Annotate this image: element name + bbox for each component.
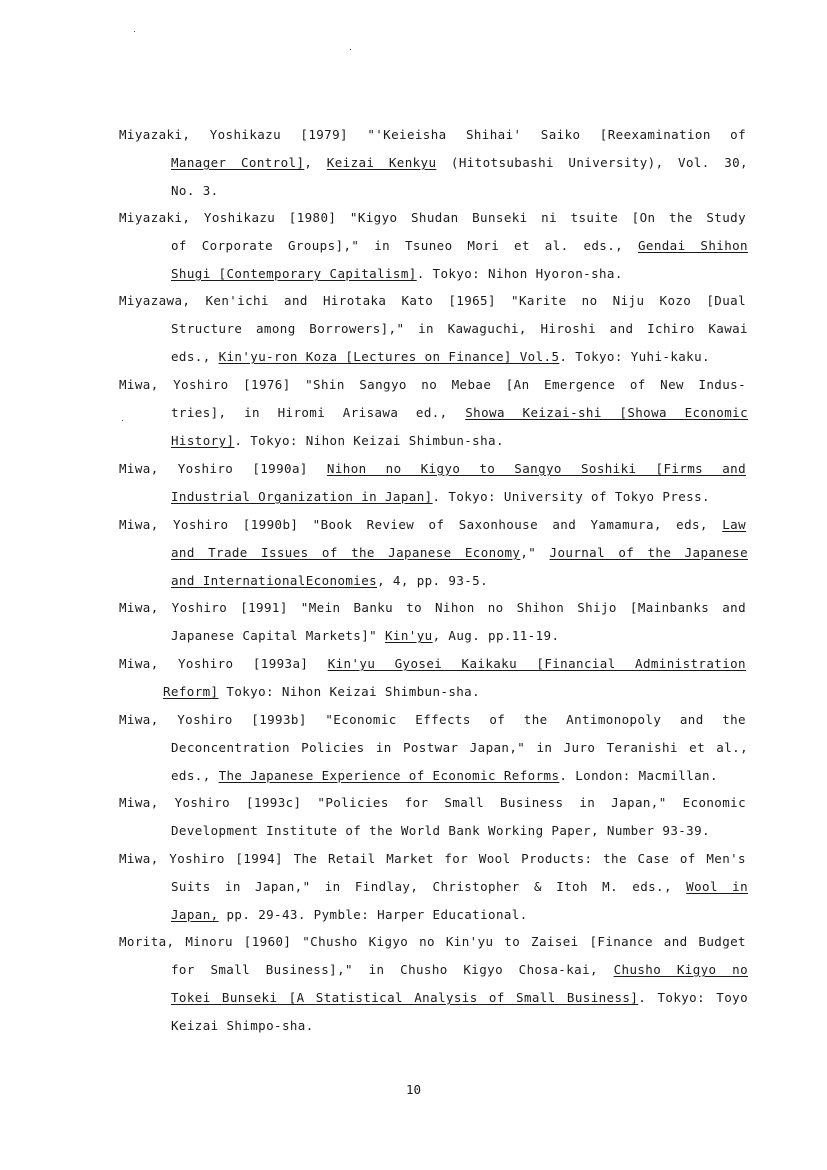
reference-continuation-line (171, 489, 710, 505)
reference-continuation-line (171, 433, 504, 449)
underlined-title: and InternationalEconomies (171, 573, 378, 588)
reference-text: Miyazaki, Yoshikazu [1980] "Kigyo Shudan Bunseki ni tsuite [On the Study (119, 210, 746, 225)
reference-first-line (119, 600, 746, 616)
reference-continuation-line (171, 907, 528, 923)
reference-first-line (119, 127, 746, 143)
reference-continuation-line (171, 545, 748, 561)
reference-text: . Tokyo: Nihon Hyoron-sha. (416, 266, 623, 281)
reference-continuation-line (171, 349, 710, 365)
reference-text: pp. 29-43. Pymble: Harper Educational. (218, 907, 528, 922)
underlined-title: Gendai Shihon (637, 238, 748, 253)
scan-speck (122, 420, 123, 421)
reference-text: tries], in Hiromi Arisawa ed., (171, 405, 466, 420)
reference-text: Miyazawa, Ken'ichi and Hirotaka Kato [1965] "Karite no Niju Kozo [Dual (119, 293, 746, 308)
reference-first-line (119, 461, 746, 477)
underlined-title: Manager Control] (171, 155, 305, 170)
reference-text: eds., (171, 768, 219, 783)
reference-first-line (119, 293, 746, 309)
reference-text: , (304, 155, 327, 170)
reference-continuation-line (171, 238, 748, 254)
underlined-title: Industrial Organization in Japan] (171, 489, 433, 504)
underlined-title: Wool in (686, 879, 748, 894)
reference-first-line (119, 517, 746, 533)
reference-text: Miwa, Yoshiro [1993a] (119, 656, 328, 671)
reference-continuation-line (171, 990, 748, 1006)
reference-continuation-line (171, 740, 748, 756)
reference-first-line (119, 795, 746, 811)
reference-text: Japanese Capital Markets]" (171, 628, 385, 643)
underlined-title: Shugi [Contemporary Capitalism] (171, 266, 417, 281)
underlined-title: Chusho Kigyo no (613, 962, 748, 977)
underlined-title: Kin'yu-ron Koza [Lectures on Finance] Vol.5 (218, 349, 560, 364)
reference-text: . Tokyo: Nihon Keizai Shimbun-sha. (234, 433, 504, 448)
reference-text: . Tokyo: Yuhi-kaku. (559, 349, 710, 364)
reference-first-line (119, 210, 746, 226)
reference-first-line (119, 712, 746, 728)
reference-continuation-line (171, 155, 748, 171)
reference-text: . Tokyo: University of Tokyo Press. (432, 489, 710, 504)
reference-text: Structure among Borrowers]," in Kawaguchi, Hiroshi and Ichiro Kawai (171, 321, 748, 336)
reference-text: , 4, pp. 93-5. (377, 573, 489, 588)
underlined-title: Nihon no Kigyo to Sangyo Soshiki [Firms and (326, 461, 746, 476)
underlined-title: Tokei Bunseki [A Statistical Analysis of Small Business] (171, 990, 639, 1005)
underlined-title: Journal of the Japanese (549, 545, 749, 560)
reference-text: No. 3. (171, 183, 219, 198)
reference-text: eds., (171, 349, 219, 364)
underlined-title: Japan, (171, 907, 219, 922)
reference-text: , Aug. pp.11-19. (432, 628, 560, 643)
underlined-title: Keizai Kenkyu (326, 155, 437, 170)
reference-continuation-line (171, 879, 748, 895)
reference-continuation-line (171, 321, 748, 337)
reference-text: Keizai Shimpo-sha. (171, 1018, 314, 1033)
underlined-title: Kin'yu Gyosei Kaikaku [Financial Administration (327, 656, 746, 671)
reference-continuation-line (171, 1018, 314, 1034)
reference-text: for Small Business]," in Chusho Kigyo Chosa-kai, (171, 962, 614, 977)
underlined-title: Kin'yu (385, 628, 433, 643)
reference-text: Morita, Minoru [1960] "Chusho Kigyo no Kin'yu to Zaisei [Finance and Budget (119, 934, 746, 949)
reference-text: Deconcentration Policies in Postwar Japan," in Juro Teranishi et al., (171, 740, 748, 755)
reference-continuation-line (163, 684, 480, 700)
reference-first-line (119, 851, 746, 867)
reference-text: ," (520, 545, 550, 560)
reference-text: Miwa, Yoshiro [1991] "Mein Banku to Nihon no Shihon Shijo [Mainbanks and (119, 600, 746, 615)
reference-continuation-line (171, 573, 488, 589)
reference-text: Miwa, Yoshiro [1990a] (119, 461, 327, 476)
scan-speck (134, 31, 135, 32)
reference-continuation-line (171, 183, 219, 199)
reference-text: (Hitotsubashi University), Vol. 30, (436, 155, 748, 170)
reference-text: Miwa, Yoshiro [1993c] "Policies for Small Business in Japan," Economic (119, 795, 746, 810)
underlined-title: and Trade Issues of the Japanese Economy (171, 545, 521, 560)
reference-text: of Corporate Groups]," in Tsuneo Mori et al. eds., (171, 238, 638, 253)
underlined-title: Showa Keizai-shi [Showa Economic (465, 405, 748, 420)
reference-text: Miwa, Yoshiro [1994] The Retail Market for Wool Products: the Case of Men's (119, 851, 746, 866)
reference-first-line (119, 377, 746, 393)
reference-text: Development Institute of the World Bank Working Paper, Number 93-39. (171, 823, 710, 838)
scan-speck (350, 49, 351, 50)
reference-text: Tokyo: Nihon Keizai Shimbun-sha. (218, 684, 481, 699)
underlined-title: Reform] (163, 684, 219, 699)
underlined-title: History] (171, 433, 235, 448)
reference-continuation-line (171, 405, 748, 421)
reference-text: Miwa, Yoshiro [1976] "Shin Sangyo no Mebae [An Emergence of New Indus- (119, 377, 746, 392)
reference-continuation-line (171, 266, 623, 282)
reference-continuation-line (171, 962, 748, 978)
reference-text: Miwa, Yoshiro [1990b] "Book Review of Saxonhouse and Yamamura, eds, (119, 517, 723, 532)
reference-text: Suits in Japan," in Findlay, Christopher & Itoh M. eds., (171, 879, 687, 894)
reference-text: Miyazaki, Yoshikazu [1979] "'Keieisha Shihai' Saiko [Reexamination of (119, 127, 746, 142)
underlined-title: The Japanese Experience of Economic Reforms (218, 768, 560, 783)
page-number: 10 (405, 1082, 422, 1097)
reference-text: . Tokyo: Toyo (638, 990, 748, 1005)
reference-text: Miwa, Yoshiro [1993b] "Economic Effects of the Antimonopoly and the (119, 712, 746, 727)
reference-text: . London: Macmillan. (559, 768, 718, 783)
reference-first-line (119, 656, 746, 672)
reference-continuation-line (171, 768, 718, 784)
underlined-title: Law (722, 517, 746, 532)
reference-first-line (119, 934, 746, 950)
reference-continuation-line (171, 628, 559, 644)
reference-continuation-line (171, 823, 710, 839)
